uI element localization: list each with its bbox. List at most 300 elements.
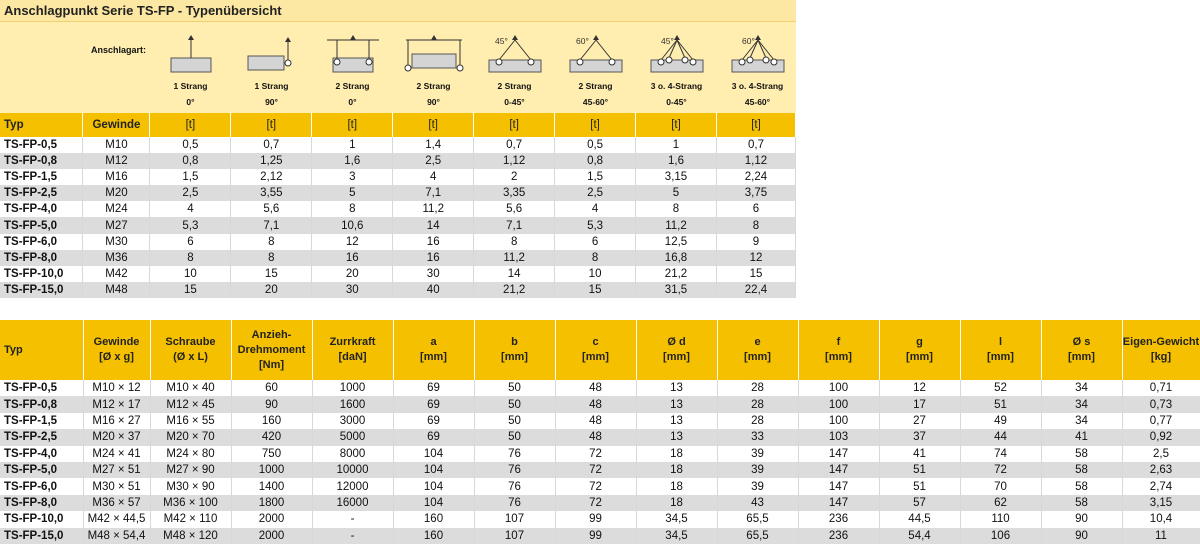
value-cell: 90 bbox=[1041, 511, 1122, 527]
table-row bbox=[0, 380, 1200, 396]
value-cell: 50 bbox=[474, 396, 555, 412]
value-cell: 1 bbox=[312, 137, 393, 153]
strand-label: 2 Strang bbox=[416, 81, 451, 91]
header-line: g bbox=[916, 336, 923, 348]
value-cell: 5,6 bbox=[474, 201, 555, 217]
value-cell: 2 bbox=[474, 169, 555, 185]
table-row bbox=[0, 446, 1200, 462]
value-cell: 107 bbox=[474, 528, 555, 544]
dim-col-2 bbox=[83, 320, 150, 380]
value-cell: M27 bbox=[83, 217, 150, 233]
header-line: Anzieh- bbox=[251, 328, 292, 341]
value-cell: 8 bbox=[555, 250, 636, 266]
value-cell: 72 bbox=[555, 462, 636, 478]
type-cell: TS-FP-0,8 bbox=[0, 396, 83, 412]
dimensions-table bbox=[0, 320, 1200, 544]
table-row bbox=[0, 462, 1200, 478]
table-row bbox=[0, 185, 796, 201]
value-cell: 18 bbox=[636, 495, 717, 511]
value-cell: 1,6 bbox=[636, 153, 717, 169]
value-cell: 100 bbox=[798, 413, 879, 429]
table-row bbox=[0, 266, 796, 282]
value-cell: M27 × 90 bbox=[150, 462, 231, 478]
value-cell: M42 × 110 bbox=[150, 511, 231, 527]
table-row bbox=[0, 511, 1200, 527]
type-cell: TS-FP-4,0 bbox=[0, 201, 83, 217]
value-cell: 6 bbox=[716, 201, 795, 217]
value-cell: 11,2 bbox=[636, 217, 717, 233]
value-cell: 39 bbox=[717, 462, 798, 478]
value-cell: 50 bbox=[474, 413, 555, 429]
value-cell: 43 bbox=[717, 495, 798, 511]
value-cell: 13 bbox=[636, 413, 717, 429]
value-cell: 6 bbox=[150, 234, 231, 250]
value-cell: 34 bbox=[1041, 380, 1122, 396]
value-cell: 8 bbox=[636, 201, 717, 217]
value-cell: 16 bbox=[312, 250, 393, 266]
table-row bbox=[0, 201, 796, 217]
value-cell: 18 bbox=[636, 462, 717, 478]
value-cell: 2,5 bbox=[150, 185, 231, 201]
header-line: e bbox=[754, 336, 761, 348]
value-cell: 3,55 bbox=[231, 185, 312, 201]
sling-config-4 bbox=[393, 22, 474, 113]
type-cell: TS-FP-1,5 bbox=[0, 413, 83, 429]
dim-col-1 bbox=[0, 320, 83, 380]
value-cell: 69 bbox=[393, 413, 474, 429]
value-cell: 160 bbox=[231, 413, 312, 429]
table-row bbox=[0, 495, 1200, 511]
value-cell: 76 bbox=[474, 446, 555, 462]
value-cell: 70 bbox=[960, 478, 1041, 494]
value-cell: 50 bbox=[474, 380, 555, 396]
value-cell: M20 × 70 bbox=[150, 429, 231, 445]
value-cell: 48 bbox=[555, 429, 636, 445]
value-cell: 90 bbox=[1041, 528, 1122, 544]
header-line: l bbox=[998, 336, 1003, 348]
value-cell: M16 bbox=[83, 169, 150, 185]
value-cell: 110 bbox=[960, 511, 1041, 527]
value-cell: 4 bbox=[393, 169, 474, 185]
type-cell: TS-FP-15,0 bbox=[0, 528, 83, 544]
table-row bbox=[0, 478, 1200, 494]
value-cell: 7,1 bbox=[231, 217, 312, 233]
value-cell: M24 × 80 bbox=[150, 446, 231, 462]
value-cell: 0,73 bbox=[1122, 396, 1200, 412]
value-cell: 51 bbox=[960, 396, 1041, 412]
value-cell: 48 bbox=[555, 380, 636, 396]
header-line: [mm] bbox=[825, 351, 852, 363]
value-cell: 54,4 bbox=[879, 528, 960, 544]
value-cell: 147 bbox=[798, 462, 879, 478]
dim-col-11 bbox=[798, 320, 879, 380]
value-cell: M36 bbox=[83, 250, 150, 266]
value-cell: 15 bbox=[716, 266, 795, 282]
value-cell: 4 bbox=[555, 201, 636, 217]
svg-text:45°: 45° bbox=[660, 36, 674, 46]
value-cell: 76 bbox=[474, 495, 555, 511]
value-cell: 147 bbox=[798, 495, 879, 511]
sling-config-1 bbox=[150, 22, 231, 113]
strand-label: 2 Strang bbox=[578, 81, 613, 91]
value-cell: 58 bbox=[1041, 478, 1122, 494]
header-line: Zurrkraft bbox=[329, 336, 376, 348]
value-cell: 8 bbox=[150, 250, 231, 266]
col-load-7: [t] bbox=[636, 113, 717, 137]
header-line: [mm] bbox=[663, 351, 690, 363]
value-cell: 1000 bbox=[312, 380, 393, 396]
value-cell: 12000 bbox=[312, 478, 393, 494]
value-cell: 44,5 bbox=[879, 511, 960, 527]
dim-col-3 bbox=[150, 320, 231, 380]
value-cell: 20 bbox=[312, 266, 393, 282]
header-line: [mm] bbox=[744, 351, 771, 363]
value-cell: M36 × 100 bbox=[150, 495, 231, 511]
table-row bbox=[0, 137, 796, 153]
value-cell: 1600 bbox=[312, 396, 393, 412]
dimensions-table-header bbox=[0, 320, 1200, 380]
header-line: Schraube bbox=[165, 336, 216, 348]
value-cell: 14 bbox=[474, 266, 555, 282]
col-load-8: [t] bbox=[716, 113, 795, 137]
value-cell: 160 bbox=[393, 511, 474, 527]
value-cell: 236 bbox=[798, 511, 879, 527]
value-cell: 1 bbox=[636, 137, 717, 153]
value-cell: 10000 bbox=[312, 462, 393, 478]
header-line: a bbox=[430, 336, 437, 348]
dim-col-13 bbox=[960, 320, 1041, 380]
value-cell: 1000 bbox=[231, 462, 312, 478]
value-cell: 60 bbox=[231, 380, 312, 396]
value-cell: 16 bbox=[393, 234, 474, 250]
sling-config-7 bbox=[636, 22, 717, 113]
value-cell: 72 bbox=[555, 478, 636, 494]
value-cell: 147 bbox=[798, 446, 879, 462]
value-cell: 1,5 bbox=[150, 169, 231, 185]
value-cell: M12 bbox=[83, 153, 150, 169]
value-cell: 3,15 bbox=[636, 169, 717, 185]
value-cell: 10 bbox=[555, 266, 636, 282]
header-line: [mm] bbox=[987, 351, 1014, 363]
svg-text:60°: 60° bbox=[575, 36, 589, 46]
header-line: Drehmoment bbox=[237, 343, 306, 356]
value-cell: - bbox=[312, 511, 393, 527]
type-cell: TS-FP-0,5 bbox=[0, 380, 83, 396]
value-cell: 2,24 bbox=[716, 169, 795, 185]
value-cell: 10,6 bbox=[312, 217, 393, 233]
type-cell: TS-FP-6,0 bbox=[0, 234, 83, 250]
col-gewinde: Gewinde bbox=[83, 113, 150, 137]
angle-label: 0-45° bbox=[504, 97, 525, 107]
header-line: [Nm] bbox=[258, 358, 285, 371]
value-cell: M30 bbox=[83, 234, 150, 250]
value-cell: 69 bbox=[393, 429, 474, 445]
single-strand-side-icon bbox=[236, 32, 308, 76]
sling-config-6 bbox=[555, 22, 636, 113]
value-cell: 15 bbox=[555, 282, 636, 298]
value-cell: - bbox=[312, 528, 393, 544]
table-row bbox=[0, 396, 1200, 412]
value-cell: 99 bbox=[555, 528, 636, 544]
value-cell: 31,5 bbox=[636, 282, 717, 298]
table-row bbox=[0, 250, 796, 266]
angle-label: 0° bbox=[348, 97, 357, 107]
value-cell: 44 bbox=[960, 429, 1041, 445]
header-line: b bbox=[511, 336, 518, 348]
value-cell: 1,25 bbox=[231, 153, 312, 169]
value-cell: 9 bbox=[716, 234, 795, 250]
header-line: [mm] bbox=[1068, 351, 1095, 363]
value-cell: 0,7 bbox=[474, 137, 555, 153]
header-line: f bbox=[836, 336, 841, 348]
value-cell: 104 bbox=[393, 446, 474, 462]
angle-label: 0-45° bbox=[666, 97, 687, 107]
value-cell: 12 bbox=[879, 380, 960, 396]
dim-col-9 bbox=[636, 320, 717, 380]
dim-col-6 bbox=[393, 320, 474, 380]
value-cell: 12 bbox=[312, 234, 393, 250]
value-cell: 2,5 bbox=[555, 185, 636, 201]
value-cell: 48 bbox=[555, 413, 636, 429]
strand-label: 1 Strang bbox=[173, 81, 208, 91]
dim-col-7 bbox=[474, 320, 555, 380]
value-cell: 1,6 bbox=[312, 153, 393, 169]
single-strand-vertical-icon bbox=[155, 32, 227, 76]
two-strand-vertical-icon bbox=[317, 32, 389, 76]
value-cell: 58 bbox=[1041, 446, 1122, 462]
value-cell: 65,5 bbox=[717, 511, 798, 527]
col-load-1: [t] bbox=[150, 113, 231, 137]
value-cell: 1400 bbox=[231, 478, 312, 494]
value-cell: 10 bbox=[150, 266, 231, 282]
angle-label: 45-60° bbox=[744, 97, 771, 107]
value-cell: M27 × 51 bbox=[83, 462, 150, 478]
strand-label: 2 Strang bbox=[497, 81, 532, 91]
two-strand-60-icon bbox=[560, 32, 632, 76]
sling-config-2 bbox=[231, 22, 312, 113]
value-cell: 7,1 bbox=[393, 185, 474, 201]
dim-col-4 bbox=[231, 320, 312, 380]
value-cell: 12,5 bbox=[636, 234, 717, 250]
value-cell: 65,5 bbox=[717, 528, 798, 544]
value-cell: 11,2 bbox=[393, 201, 474, 217]
value-cell: 18 bbox=[636, 446, 717, 462]
value-cell: M48 bbox=[83, 282, 150, 298]
angle-label: 90° bbox=[427, 97, 440, 107]
table-row bbox=[0, 234, 796, 250]
value-cell: 147 bbox=[798, 478, 879, 494]
value-cell: 0,5 bbox=[555, 137, 636, 153]
table-row bbox=[0, 429, 1200, 445]
value-cell: 40 bbox=[393, 282, 474, 298]
value-cell: 1,12 bbox=[716, 153, 795, 169]
value-cell: 8 bbox=[716, 217, 795, 233]
type-cell: TS-FP-2,5 bbox=[0, 185, 83, 201]
value-cell: 5,3 bbox=[555, 217, 636, 233]
value-cell: 20 bbox=[231, 282, 312, 298]
type-cell: TS-FP-5,0 bbox=[0, 462, 83, 478]
strand-label: 1 Strang bbox=[254, 81, 289, 91]
value-cell: 10,4 bbox=[1122, 511, 1200, 527]
dim-col-15 bbox=[1122, 320, 1200, 380]
value-cell: 52 bbox=[960, 380, 1041, 396]
value-cell: 33 bbox=[717, 429, 798, 445]
value-cell: 100 bbox=[798, 396, 879, 412]
value-cell: 13 bbox=[636, 396, 717, 412]
anschlagart-label: Anschlagart: bbox=[91, 45, 147, 55]
type-cell: TS-FP-5,0 bbox=[0, 217, 83, 233]
value-cell: M20 × 37 bbox=[83, 429, 150, 445]
value-cell: 0,5 bbox=[150, 137, 231, 153]
value-cell: 39 bbox=[717, 478, 798, 494]
value-cell: 160 bbox=[393, 528, 474, 544]
value-cell: 30 bbox=[393, 266, 474, 282]
value-cell: M20 bbox=[83, 185, 150, 201]
header-line: Ø s bbox=[1072, 336, 1091, 348]
col-load-3: [t] bbox=[312, 113, 393, 137]
value-cell: 2,63 bbox=[1122, 462, 1200, 478]
value-cell: M24 × 41 bbox=[83, 446, 150, 462]
table-row bbox=[0, 217, 796, 233]
header-line: [mm] bbox=[501, 351, 528, 363]
value-cell: 1,4 bbox=[393, 137, 474, 153]
value-cell: 72 bbox=[555, 495, 636, 511]
value-cell: 57 bbox=[879, 495, 960, 511]
value-cell: 0,92 bbox=[1122, 429, 1200, 445]
table-row bbox=[0, 282, 796, 298]
type-cell: TS-FP-10,0 bbox=[0, 266, 83, 282]
value-cell: 34,5 bbox=[636, 511, 717, 527]
value-cell: 76 bbox=[474, 462, 555, 478]
value-cell: 48 bbox=[555, 396, 636, 412]
value-cell: 72 bbox=[960, 462, 1041, 478]
value-cell: 3,15 bbox=[1122, 495, 1200, 511]
value-cell: M30 × 51 bbox=[83, 478, 150, 494]
sling-config-8 bbox=[717, 22, 798, 113]
value-cell: 100 bbox=[798, 380, 879, 396]
col-load-2: [t] bbox=[231, 113, 312, 137]
type-cell: TS-FP-0,5 bbox=[0, 137, 83, 153]
type-cell: TS-FP-2,5 bbox=[0, 429, 83, 445]
type-cell: TS-FP-6,0 bbox=[0, 478, 83, 494]
value-cell: 104 bbox=[393, 495, 474, 511]
value-cell: M36 × 57 bbox=[83, 495, 150, 511]
angle-label: 45-60° bbox=[582, 97, 609, 107]
value-cell: 28 bbox=[717, 380, 798, 396]
header-line: Typ bbox=[4, 343, 23, 356]
header-line: Ø d bbox=[667, 336, 686, 348]
value-cell: 103 bbox=[798, 429, 879, 445]
value-cell: 2,12 bbox=[231, 169, 312, 185]
value-cell: 16000 bbox=[312, 495, 393, 511]
angle-label: 0° bbox=[186, 97, 195, 107]
value-cell: 12 bbox=[716, 250, 795, 266]
value-cell: 4 bbox=[150, 201, 231, 217]
two-strand-45-icon bbox=[479, 32, 551, 76]
angle-label: 90° bbox=[265, 97, 278, 107]
col-load-5: [t] bbox=[474, 113, 555, 137]
value-cell: 41 bbox=[1041, 429, 1122, 445]
value-cell: 15 bbox=[231, 266, 312, 282]
value-cell: 2000 bbox=[231, 511, 312, 527]
value-cell: 750 bbox=[231, 446, 312, 462]
value-cell: 1800 bbox=[231, 495, 312, 511]
svg-text:60°: 60° bbox=[741, 36, 755, 46]
table-row bbox=[0, 528, 1200, 544]
value-cell: 8 bbox=[312, 201, 393, 217]
header-line: c bbox=[592, 336, 599, 348]
value-cell: 11,2 bbox=[474, 250, 555, 266]
value-cell: 3 bbox=[312, 169, 393, 185]
value-cell: M30 × 90 bbox=[150, 478, 231, 494]
value-cell: 0,8 bbox=[150, 153, 231, 169]
value-cell: 6 bbox=[555, 234, 636, 250]
strand-label: 3 o. 4-Strang bbox=[731, 81, 784, 91]
table-row bbox=[0, 169, 796, 185]
value-cell: 15 bbox=[150, 282, 231, 298]
load-table-header bbox=[0, 113, 796, 137]
value-cell: 1,5 bbox=[555, 169, 636, 185]
value-cell: 21,2 bbox=[474, 282, 555, 298]
header-line: Gewinde bbox=[93, 336, 140, 348]
value-cell: 107 bbox=[474, 511, 555, 527]
value-cell: 21,2 bbox=[636, 266, 717, 282]
value-cell: 5000 bbox=[312, 429, 393, 445]
load-capacity-table bbox=[0, 113, 796, 298]
header-line: [daN] bbox=[338, 351, 367, 363]
table-row bbox=[0, 413, 1200, 429]
value-cell: 30 bbox=[312, 282, 393, 298]
strand-label: 2 Strang bbox=[335, 81, 370, 91]
header-line: [Ø x g] bbox=[99, 351, 134, 363]
value-cell: 39 bbox=[717, 446, 798, 462]
table-row bbox=[0, 153, 796, 169]
value-cell: 58 bbox=[1041, 462, 1122, 478]
sling-config-3 bbox=[312, 22, 393, 113]
value-cell: 16,8 bbox=[636, 250, 717, 266]
value-cell: 16 bbox=[393, 250, 474, 266]
value-cell: 8 bbox=[474, 234, 555, 250]
two-strand-side-icon bbox=[398, 32, 470, 76]
value-cell: 62 bbox=[960, 495, 1041, 511]
dim-col-8 bbox=[555, 320, 636, 380]
value-cell: 1,12 bbox=[474, 153, 555, 169]
value-cell: M42 × 44,5 bbox=[83, 511, 150, 527]
value-cell: 18 bbox=[636, 478, 717, 494]
dim-col-12 bbox=[879, 320, 960, 380]
svg-text:45°: 45° bbox=[494, 36, 508, 46]
value-cell: 51 bbox=[879, 478, 960, 494]
value-cell: 5 bbox=[636, 185, 717, 201]
value-cell: 0,7 bbox=[231, 137, 312, 153]
header-line: (Ø x L) bbox=[173, 351, 208, 363]
col-load-6: [t] bbox=[555, 113, 636, 137]
value-cell: M12 × 17 bbox=[83, 396, 150, 412]
value-cell: 13 bbox=[636, 380, 717, 396]
value-cell: 106 bbox=[960, 528, 1041, 544]
dim-col-10 bbox=[717, 320, 798, 380]
value-cell: 0,7 bbox=[716, 137, 795, 153]
sling-configurations bbox=[0, 22, 796, 113]
strand-label: 3 o. 4-Strang bbox=[650, 81, 703, 91]
value-cell: 2,74 bbox=[1122, 478, 1200, 494]
value-cell: 5 bbox=[312, 185, 393, 201]
value-cell: 90 bbox=[231, 396, 312, 412]
type-cell: TS-FP-8,0 bbox=[0, 250, 83, 266]
value-cell: M48 × 54,4 bbox=[83, 528, 150, 544]
value-cell: 34,5 bbox=[636, 528, 717, 544]
value-cell: 104 bbox=[393, 478, 474, 494]
